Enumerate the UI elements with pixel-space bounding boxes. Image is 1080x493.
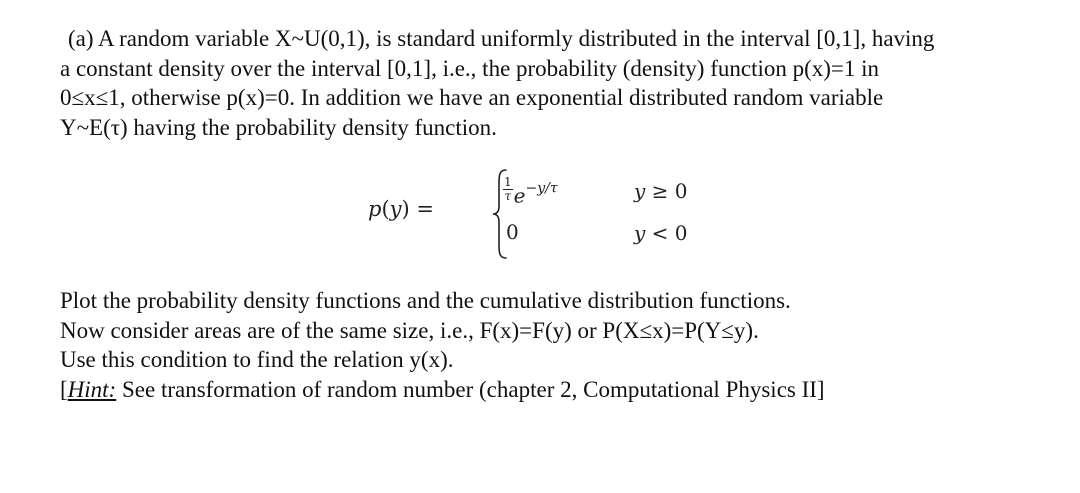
equation-function-name: p (368, 197, 382, 221)
condition-variable: y (634, 221, 646, 245)
exponential-exponent: −y/τ (525, 180, 558, 197)
problem-intro-paragraph (60, 24, 1030, 142)
equation-lhs-variable: y (389, 197, 402, 221)
case-negative-condition (634, 221, 688, 245)
hint-label: Hint: (67, 376, 117, 402)
hint-open-bracket: [ (60, 376, 68, 402)
condition-relation: ≥ 0 (645, 179, 688, 203)
intro-line-2: a constant density over the interval [0,1], i.e., the probability (density) function p(x)=1 in (60, 55, 880, 81)
fraction-numerator: 1 (504, 175, 512, 189)
intro-line-1: (a) A random variable X~U(0,1), is standard uniformly distributed in the interval [0,1], having (68, 26, 935, 51)
task-instructions (60, 286, 1040, 404)
case-positive-condition (634, 179, 688, 203)
instruction-line-1: Plot the probability density functions and the cumulative distribution functions. (60, 288, 791, 313)
intro-line-3: 0≤x≤1, otherwise p(x)=0. In addition we have an exponential distributed random variable (60, 85, 884, 110)
exponential-base: e (513, 183, 526, 208)
case-negative-expression: 0 (506, 220, 519, 244)
instruction-line-2: Now consider areas are of the same size, i.e., F(x)=F(y) or P(X≤x)=P(Y≤y). (60, 317, 759, 343)
instruction-line-3: Use this condition to find the relation y(x). (60, 347, 454, 372)
fraction-one-over-tau (503, 176, 513, 203)
condition-variable: y (634, 179, 646, 203)
equation-lhs: p(y) = (368, 197, 435, 221)
equation-equals-sign: = (416, 197, 435, 221)
condition-relation: < 0 (645, 221, 688, 245)
hint-text: See transformation of random number (chapter 2, Computational Physics II] (116, 376, 825, 402)
case-positive-expression (503, 176, 558, 208)
fraction-denominator: τ (504, 189, 512, 203)
pdf-equation (368, 168, 728, 260)
intro-line-4: Y~E(τ) having the probability density function. (60, 114, 497, 140)
hint-line (60, 375, 1040, 405)
